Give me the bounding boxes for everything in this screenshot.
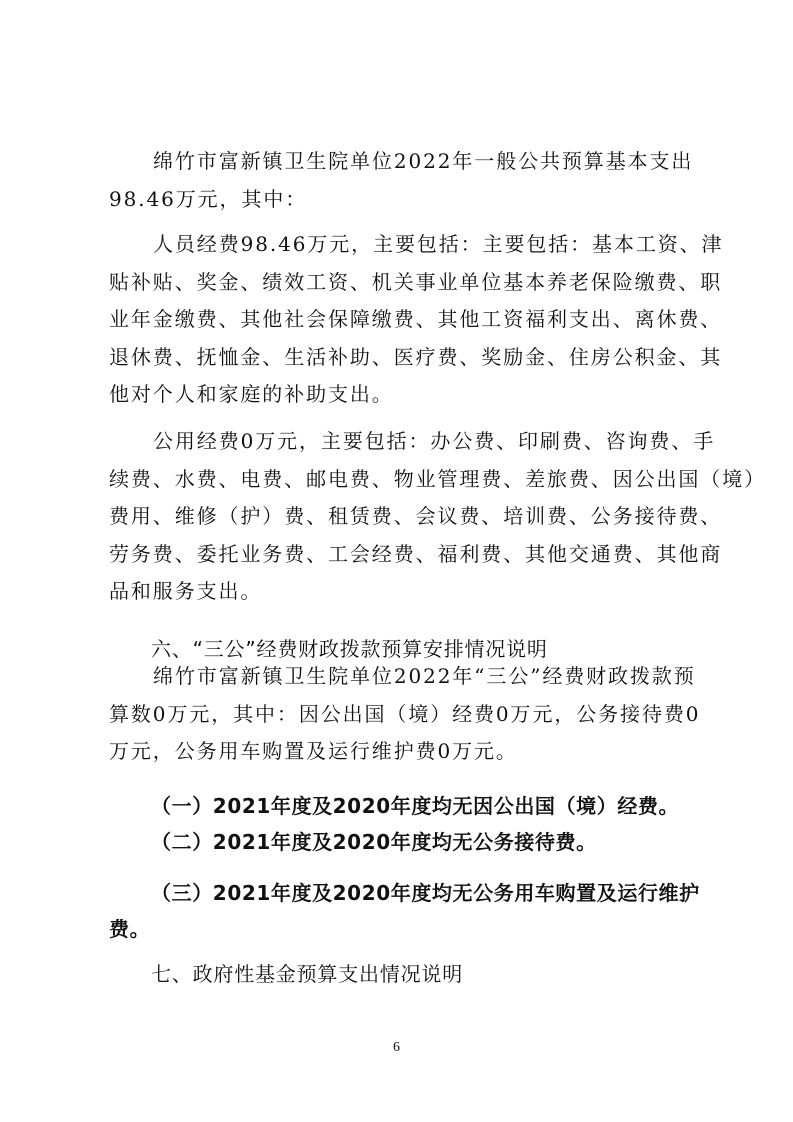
page-number: 6 xyxy=(393,1040,400,1055)
section-heading-government-fund: 七、政府性基金预算支出情况说明 xyxy=(151,962,463,986)
text-line: 算数0万元，其中：因公出国（境）经费0万元，公务接待费0 xyxy=(109,701,701,726)
text-line: 劳务费、委托业务费、工会经费、福利费、其他交通费、其他商 xyxy=(109,541,723,566)
bold-item-overseas: （一）2021年度及2020年度均无因公出国（境）经费。 xyxy=(151,794,680,818)
text-line: 贴补贴、奖金、绩效工资、机关事业单位基本养老保险缴费、职 xyxy=(109,269,723,294)
section-heading-three-public-expenses: 六、“三公”经费财政拨款预算安排情况说明 xyxy=(151,637,548,661)
text-line: 品和服务支出。 xyxy=(109,579,263,603)
text-line: 公用经费0万元，主要包括：办公费、印刷费、咨询费、手 xyxy=(153,429,716,453)
paragraph-personnel-expenses xyxy=(109,226,724,414)
bold-item-vehicles: （三）2021年度及2020年度均无公务用车购置及运行维护 xyxy=(151,881,700,905)
text-line: 万元，公务用车购置及运行维护费0万元。 xyxy=(109,739,518,763)
text-line: 他对个人和家庭的补助支出。 xyxy=(109,382,394,406)
text-line: 绵竹市富新镇卫生院单位2022年一般公共预算基本支出 xyxy=(153,149,694,173)
text-line: 费用、维修（护）费、租赁费、会议费、培训费、公务接待费、 xyxy=(109,504,723,528)
paragraph-public-expenses xyxy=(109,423,766,611)
bold-item-reception: （二）2021年度及2020年度均无公务接待费。 xyxy=(151,830,597,854)
text-line: 绵竹市富新镇卫生院单位2022年“三公”经费财政拨款预 xyxy=(153,664,696,688)
text-line: 业年金缴费、其他社会保障缴费、其他工资福利支出、离休费、 xyxy=(109,307,723,331)
bold-item-vehicles-continued: 费。 xyxy=(109,917,151,941)
text-line: 退休费、抚恤金、生活补助、医疗费、奖励金、住房公积金、其 xyxy=(109,344,723,369)
text-line: 人员经费98.46万元，主要包括：主要包括：基本工资、津 xyxy=(153,232,724,256)
text-line: 续费、水费、电费、邮电费、物业管理费、差旅费、因公出国（境） xyxy=(109,466,766,491)
paragraph-basic-expenditure xyxy=(109,143,699,218)
paragraph-three-public-budget xyxy=(109,658,699,771)
text-line: 98.46万元，其中： xyxy=(109,186,308,211)
